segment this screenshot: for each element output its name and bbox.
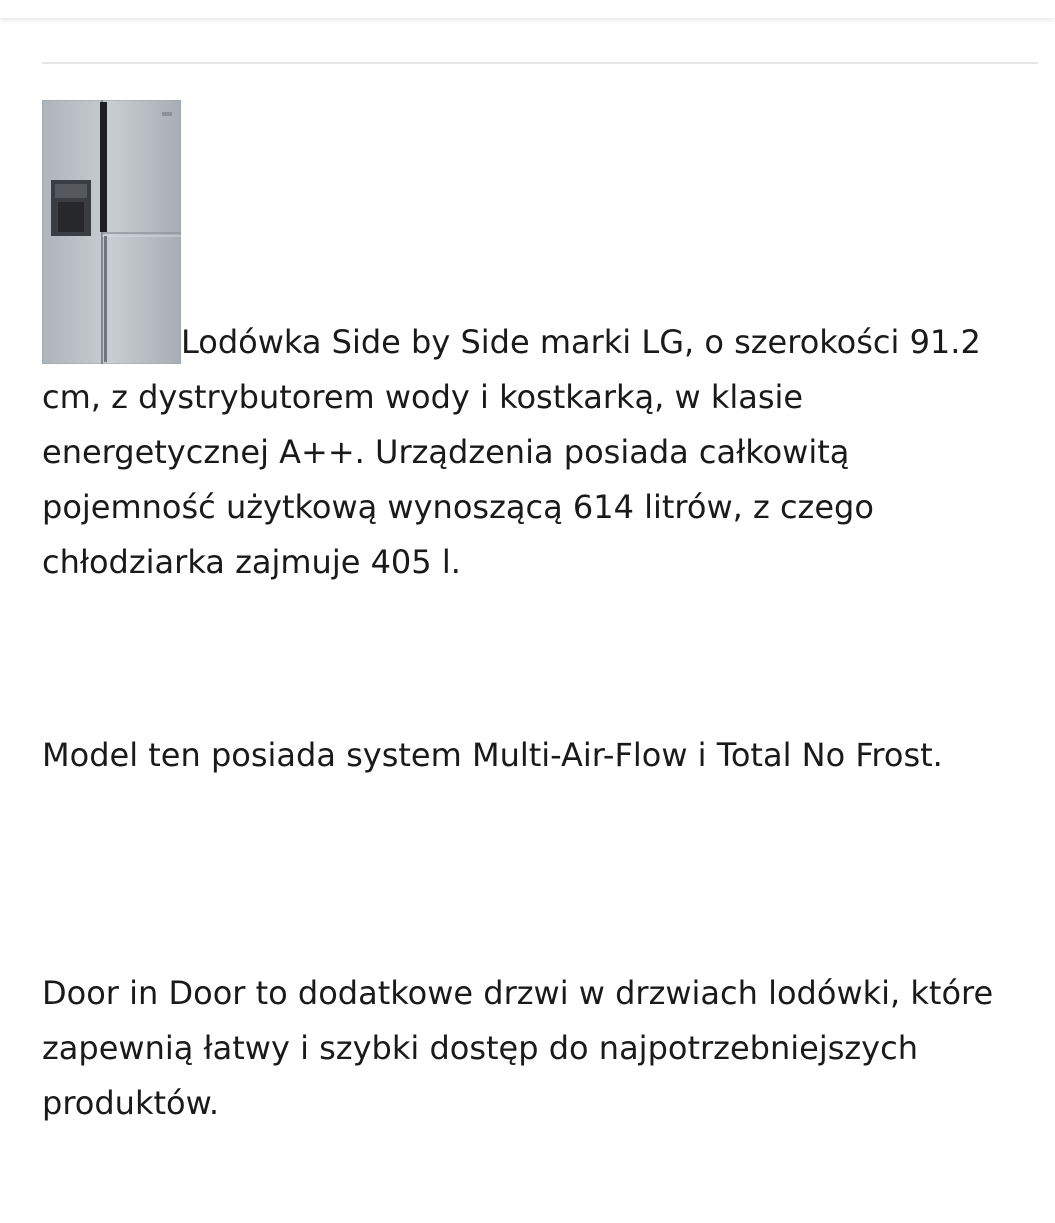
paragraph-1-text: Lodówka Side by Side marki LG, o szerokości 91.2 cm, z dystrybutorem wody i kostkarką, w klasie energetycznej A++. Urządzenia posiada całkowitą pojemność użytkową wynoszącą 614 litrów, z czego chłodziarka zajmuje 405 l.: [42, 323, 981, 581]
paragraph-3: Door in Door to dodatkowe drzwi w drzwiach lodówki, które zapewnią łatwy i szybki dostęp do najpotrzebniejszych produktów.: [42, 974, 994, 1122]
paragraph-1: [42, 100, 1022, 590]
paragraph-2: Model ten posiada system Multi-Air-Flow i Total No Frost.: [42, 736, 943, 774]
top-bar: [0, 0, 1055, 18]
divider: [42, 62, 1038, 64]
fridge-image: [42, 100, 181, 364]
